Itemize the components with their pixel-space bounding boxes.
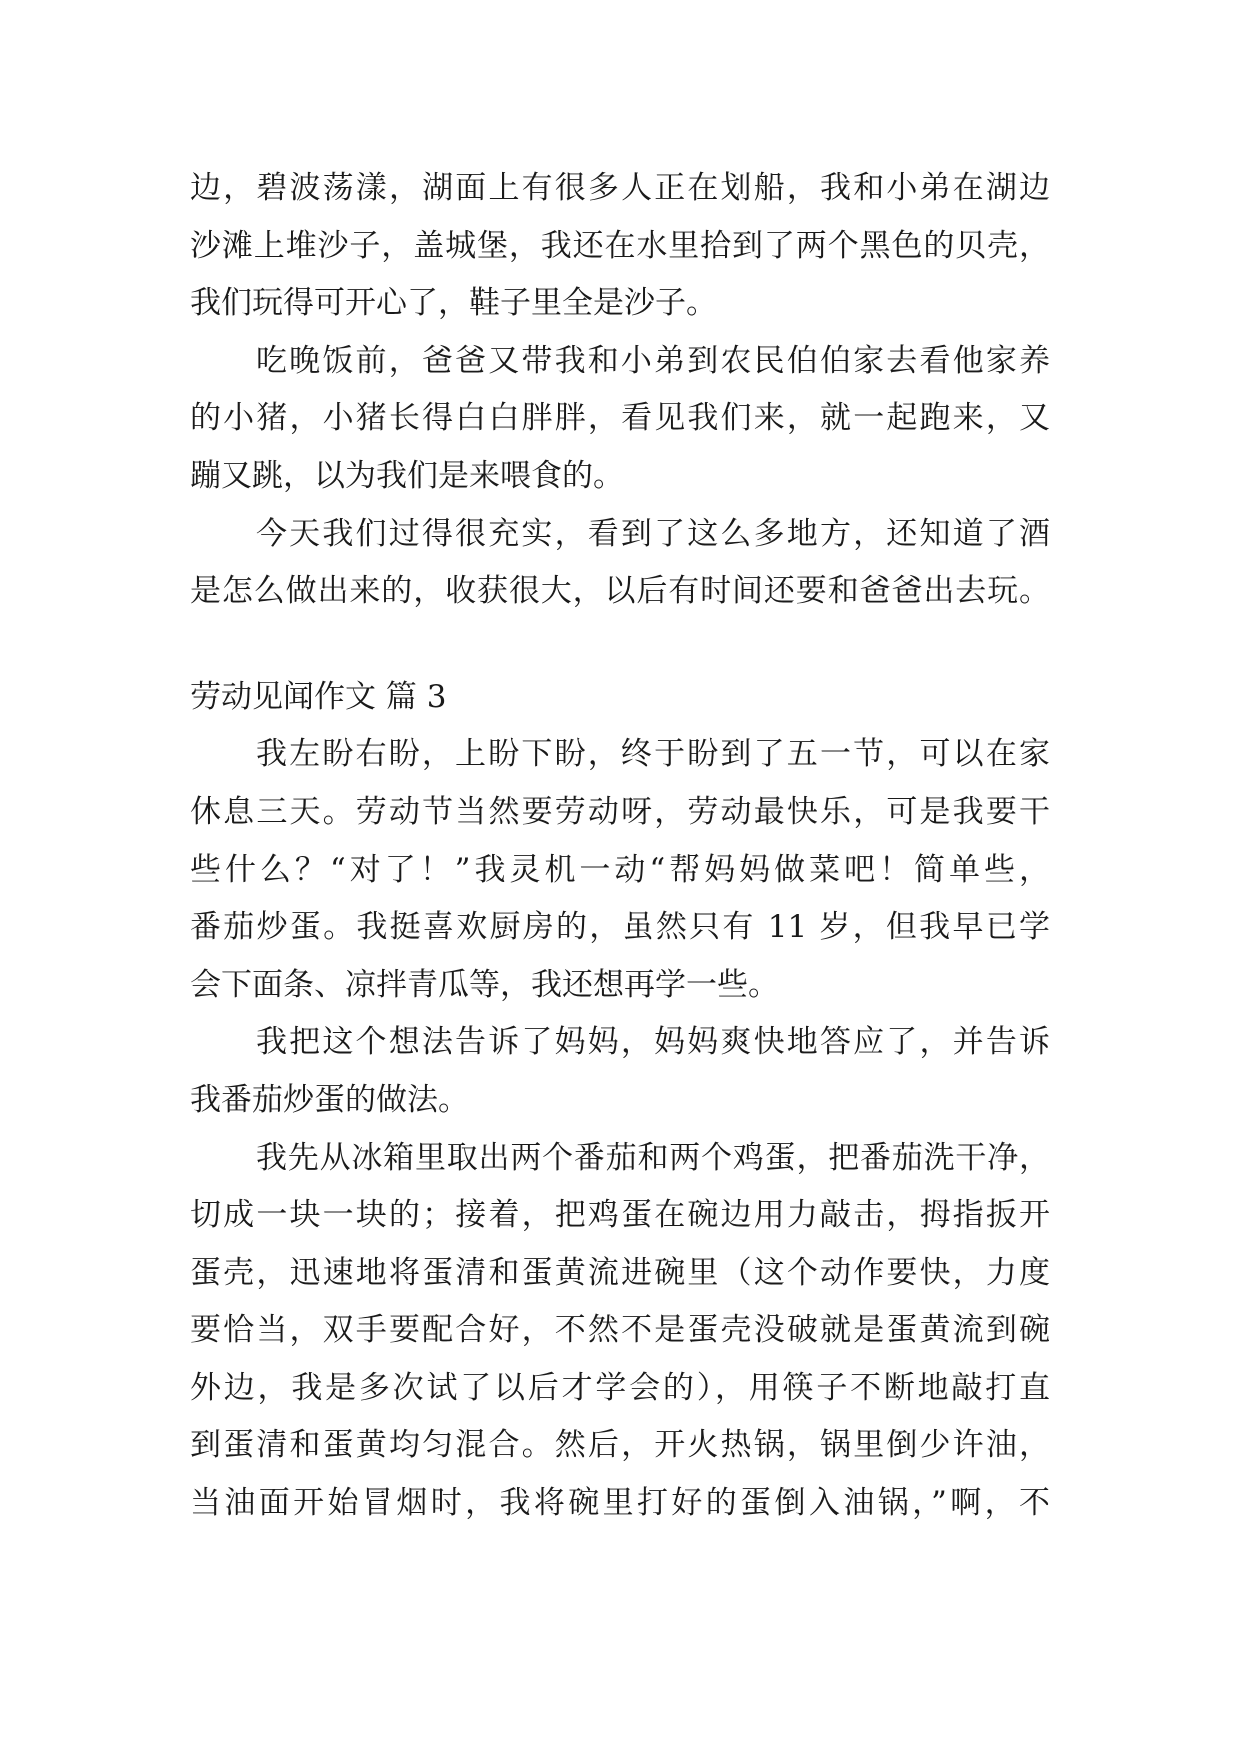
document-body <box>190 160 1050 1533</box>
text-line: 我先从冰箱里取出两个番茄和两个鸡蛋，把番茄洗干净， <box>256 1139 1050 1176</box>
text-line: 蛋壳，迅速地将蛋清和蛋黄流进碗里（这个动作要快，力度 <box>190 1254 1050 1291</box>
text-line: 我番茄炒蛋的做法。 <box>190 1081 469 1118</box>
paragraph <box>190 160 1050 333</box>
paragraph <box>190 1014 1050 1129</box>
text-line: 外边，我是多次试了以后才学会的），用筷子不断地敲打直 <box>190 1369 1050 1406</box>
text-line: 我左盼右盼，上盼下盼，终于盼到了五一节，可以在家 <box>256 736 1050 773</box>
text-line: 会下面条、凉拌青瓜等，我还想再学一些。 <box>190 966 779 1003</box>
text-line: 的小猪，小猪长得白白胖胖，看见我们来，就一起跑来，又 <box>190 400 1050 437</box>
text-line: 到蛋清和蛋黄均匀混合。然后，开火热锅，锅里倒少许油， <box>190 1427 1050 1464</box>
text-line: 吃晚饭前，爸爸又带我和小弟到农民伯伯家去看他家养 <box>256 342 1050 379</box>
text-line: 蹦又跳，以为我们是来喂食的。 <box>190 457 624 494</box>
text-line: 休息三天。劳动节当然要劳动呀，劳动最快乐，可是我要干 <box>190 793 1050 830</box>
text-line: 要恰当，双手要配合好，不然不是蛋壳没破就是蛋黄流到碗 <box>190 1312 1050 1349</box>
text-line: 是怎么做出来的，收获很大，以后有时间还要和爸爸出去玩。 <box>190 573 1050 610</box>
text-line: 今天我们过得很充实，看到了这么多地方，还知道了酒 <box>256 515 1050 552</box>
paragraph <box>190 333 1050 506</box>
text-line: 些什么？“对了！”我灵机一动“帮妈妈做菜吧！简单些， <box>190 851 1050 888</box>
text-line: 沙滩上堆沙子，盖城堡，我还在水里拾到了两个黑色的贝壳， <box>190 227 1050 264</box>
text-line: 番茄炒蛋。我挺喜欢厨房的，虽然只有 11 岁，但我早已学 <box>190 909 1050 946</box>
text-line: 我把这个想法告诉了妈妈，妈妈爽快地答应了，并告诉 <box>256 1024 1050 1061</box>
section-title: 劳动见闻作文 篇 3 <box>190 678 447 715</box>
text-line: 边，碧波荡漾，湖面上有很多人正在划船，我和小弟在湖边 <box>190 170 1050 206</box>
paragraph <box>190 726 1050 1014</box>
text-line: 当油面开始冒烟时，我将碗里打好的蛋倒入油锅，”啊，不 <box>190 1485 1050 1522</box>
text-line: 切成一块一块的；接着，把鸡蛋在碗边用力敲击，拇指扳开 <box>190 1197 1050 1234</box>
section-gap <box>190 621 1050 669</box>
text-line: 我们玩得可开心了，鞋子里全是沙子。 <box>190 285 717 322</box>
paragraph <box>190 1130 1050 1533</box>
paragraph <box>190 506 1050 621</box>
